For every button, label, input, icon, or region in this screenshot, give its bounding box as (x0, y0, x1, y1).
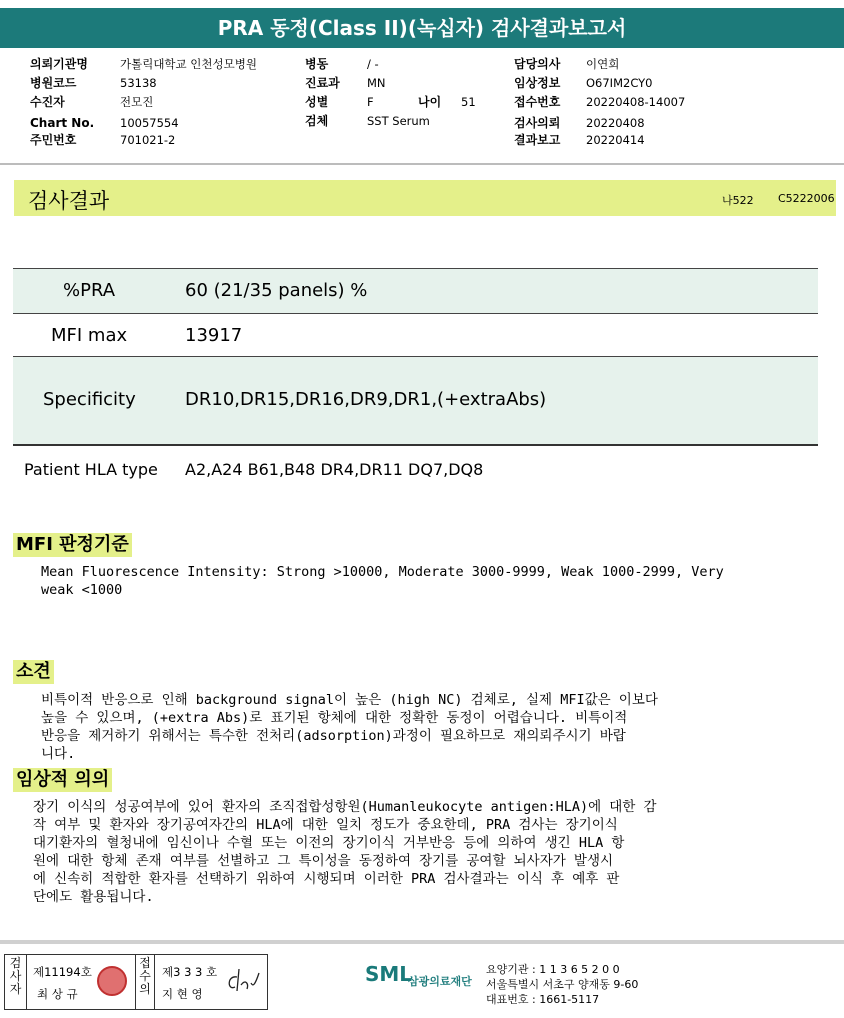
signer-2-name: 지 현 영 (162, 987, 203, 1001)
result-header (14, 180, 836, 216)
opinion-line: 니다. (41, 746, 76, 762)
signature-box (4, 954, 268, 1010)
info-label: 결과보고 (514, 133, 561, 147)
info-label: 수진자 (30, 95, 65, 109)
org-phone: 대표번호 : 1661-5117 (486, 993, 600, 1006)
result-key: Patient HLA type (24, 460, 158, 479)
info-value: F (367, 95, 374, 109)
info-age (418, 93, 476, 111)
signer-2-number: 제3 3 3 호 (162, 965, 218, 979)
info-value: 가톨릭대학교 인천성모병원 (120, 57, 257, 71)
result-value: A2,A24 B61,B48 DR4,DR11 DQ7,DQ8 (185, 460, 484, 479)
signature-icon (225, 965, 265, 1001)
info-label: 주민번호 (30, 133, 77, 147)
info-value: 51 (461, 95, 476, 109)
info-value: 20220414 (586, 133, 645, 147)
result-key: MFI max (51, 325, 128, 346)
info-value: / - (367, 57, 379, 71)
org-name: 삼광의료재단 (408, 975, 472, 988)
signer-1-role (5, 955, 27, 1009)
clinical-line: 대기환자의 혈청내에 임신이나 수혈 또는 이전의 장기이식 거부반응 등에 의하여 생긴 HLA 항 (33, 835, 625, 851)
info-label: 나이 (418, 95, 442, 109)
report-title: PRA 동정(Class II)(녹십자) 검사결과보고서 (0, 8, 844, 48)
opinion-line: 높을 수 있으며, (+extra Abs)로 표기된 항체에 대한 정확한 동정이 어렵습니다. 비특이적 (41, 710, 628, 726)
table-row (13, 356, 818, 444)
result-code-1: 나522 (722, 194, 754, 207)
mfi-line: weak <1000 (41, 582, 123, 598)
result-key: Specificity (43, 389, 136, 410)
info-label: 성별 (305, 95, 329, 109)
info-value: 이연희 (586, 57, 620, 71)
info-label: 병원코드 (30, 76, 77, 90)
signer-1-role-text: 검사자 (9, 956, 22, 996)
clinical-line: 장기 이식의 성공여부에 있어 환자의 조직접합성항원(Humanleukocyte antigen:HLA)에 대한 감 (33, 799, 657, 815)
clinical-line: 작 여부 및 환자와 장기공여자간의 HLA에 대한 일치 정도가 중요한데, PRA 검사는 장기이식 (33, 817, 618, 833)
signer-2-role-text: 접수의 (139, 956, 151, 996)
info-label: 검사의뢰 (514, 116, 561, 130)
info-label: 검체 (305, 114, 329, 128)
info-label: Chart No. (30, 116, 95, 130)
info-label: 의뢰기관명 (30, 57, 88, 71)
signer-1-name: 최 상 규 (37, 987, 78, 1001)
info-value: 53138 (120, 76, 157, 90)
clinical-line: 단에도 활용됩니다. (33, 889, 154, 905)
info-value: 10057554 (120, 116, 179, 130)
result-value: 13917 (185, 325, 243, 346)
result-key: %PRA (63, 280, 116, 301)
mfi-line: Mean Fluorescence Intensity: Strong >10000, Moderate 3000-9999, Weak 1000-2999, Very (41, 564, 724, 580)
opinion-line: 비특이적 반응으로 인해 background signal이 높은 (high NC) 검체로, 실제 MFI값은 이보다 (41, 692, 658, 708)
info-value: SST Serum (367, 114, 430, 128)
info-value: 701021-2 (120, 133, 176, 147)
org-address: 서울특별시 서초구 양재동 9-60 (486, 978, 639, 991)
info-value: MN (367, 76, 386, 90)
divider (0, 163, 844, 165)
info-label: 진료과 (305, 76, 340, 90)
mfi-title: MFI 판정기준 (13, 533, 132, 557)
result-table (13, 268, 818, 492)
info-label: 병동 (305, 57, 329, 71)
signer-2-role (135, 955, 155, 1009)
result-title: 검사결과 (28, 189, 110, 213)
result-value: 60 (21/35 panels) % (185, 280, 368, 301)
result-value: DR10,DR15,DR16,DR9,DR1,(+extraAbs) (185, 389, 547, 410)
info-value: 전모진 (120, 95, 154, 109)
clinical-line: 에 신속히 적합한 환자를 선택하기 위하여 시행되며 이러한 PRA 검사결과는 이식 후 예후 판 (33, 871, 620, 887)
clinical-title: 임상적 의의 (13, 768, 112, 792)
result-code-2: C5222006 (778, 192, 835, 205)
clinical-line: 원에 대한 항체 존재 여부를 선별하고 그 특이성을 동정하여 장기를 공여할 뇌사자가 발생시 (33, 853, 614, 869)
info-value: O67IM2CY0 (586, 76, 653, 90)
org-code: 요양기관 : 1 1 3 6 5 2 0 0 (486, 963, 620, 976)
table-row (13, 268, 818, 313)
info-label: 담당의사 (514, 57, 561, 71)
seal-stamp-icon (97, 966, 127, 996)
table-row (13, 444, 818, 492)
opinion-title: 소견 (13, 660, 54, 684)
table-row (13, 313, 818, 356)
info-value: 20220408 (586, 116, 645, 130)
info-label: 접수번호 (514, 95, 561, 109)
info-label: 임상정보 (514, 76, 561, 90)
sml-logo-icon: SML (365, 962, 413, 986)
footer-divider (0, 940, 844, 944)
info-value: 20220408-14007 (586, 95, 686, 109)
signer-1-number: 제11194호 (33, 965, 92, 979)
opinion-line: 반응을 제거하기 위해서는 특수한 전처리(adsorption)과정이 필요하므로 재의뢰주시기 바랍 (41, 728, 626, 744)
